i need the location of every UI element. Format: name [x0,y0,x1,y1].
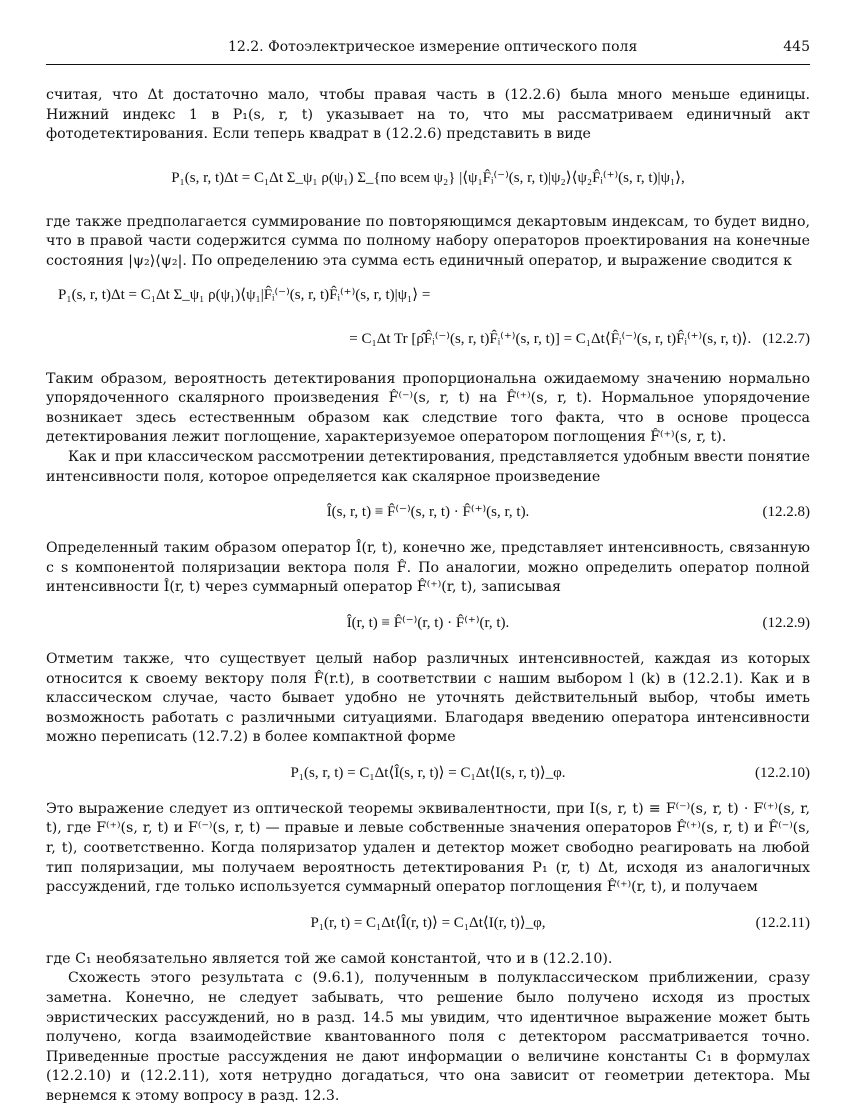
paragraph-9: Схожесть этого результата с (9.6.1), полученным в полуклассическом приближении, сразу заметна. Конечно, не следует забывать, что решение было получено исходя из простых эвристических рассуждений, но в разд. 14.5 мы увидим, что идентичное выражение может быть получено, когда взаимодействие квантованного поля с детектором рассматривается точно. Приведенные простые рассуждения не дают информации о величине константы C₁ в формулах (12.2.10) и (12.2.11), хотя нетрудно догадаться, что она зависит от геометрии детектора. Мы вернемся к этому вопросу в разд. 12.3. [46,970,810,1104]
paragraph-8: где C₁ необязательно является той же самой константой, что и в (12.2.10). [46,950,613,967]
equation-12-2-10 [46,754,810,794]
equation-12-2-10-expr: P₁(s, r, t) = C₁Δt⟨Î(s, r, t)⟩ = C₁Δt⟨I(s, r, t)⟩_φ. [290,765,566,782]
paragraph-6: Отметим также, что существует целый набор различных интенсивностей, каждая из которых относится к своему вектору поля F̂(r.t), в соответствии с нашим выбором l (k) в (12.2.1). Как и в классическом случае, часто бывает удобно не уточнять действительный выбор, чтобы иметь возможность работать с различными ситуациями. Благодаря введению оператора интенсивности можно переписать (12.7.2) в более компактной форме [46,650,810,746]
equation-12-2-11-tag: (12.2.11) [755,915,810,932]
equation-12-2-7-line1: P₁(s, r, t)Δt = C₁Δt Σ_ψ₁ ρ(ψ₁)⟨ψ₁|F̂ᵢ⁽⁻⁾(s, r, t)F̂ᵢ⁽⁺⁾(s, r, t)|ψ₁⟩ = [58,286,431,303]
equation-12-2-7-line2-expr: = C₁Δt Tr [ρ̂F̂ᵢ⁽⁻⁾(s, r, t)F̂ᵢ⁽⁺⁾(s, r, t)] = C₁Δt⟨F̂ᵢ⁽⁻⁾(s, r, t)F̂ᵢ⁽⁺⁾(s, r, t)⟩. [349,330,752,347]
paragraph-7: Это выражение следует из оптической теоремы эквивалентности, при I(s, r, t) ≡ F⁽⁻⁾(s, r, t) · F⁽⁺⁾(s, r, t), где F⁽⁺⁾(s, r, t) и F⁽⁻⁾(s, r, t) — правые и левые собственные значения операторов F̂⁽⁺⁾(s, r, t) и F̂⁽⁻⁾(s, r, t), соответственно. Когда поляризатор удален и детектор может свободно реагировать на любой тип поляризации, мы получаем вероятность детектирования P₁ (r, t) Δt, исходя из аналогичных рассуждений, где только используется суммарный оператор поглощения F̂⁽⁺⁾(r, t), и получаем [46,800,810,896]
equation-12-2-8-expr: Î(s, r, t) ≡ F̂⁽⁻⁾(s, r, t) · F̂⁽⁺⁾(s, r, t). [326,504,530,521]
page-number: 445 [783,39,810,55]
equation-12-2-11 [46,904,810,944]
header-rule [46,64,810,65]
paragraph-2: где также предполагается суммирование по повторяющимся декартовым индексам, то будет видно, что в правой части содержится сумма по полному набору операторов проектирования на конечные состояния |ψ₂⟩⟨ψ₂|. По определению эта сумма есть единичный оператор, и выражение сводится к [46,213,810,269]
equation-a-expr: P₁(s, r, t)Δt = C₁Δt Σ_ψ₁ ρ(ψ₁) Σ_{по всем ψ₂} |⟨ψ₁F̂ᵢ⁽⁻⁾(s, r, t)|ψ₂⟩⟨ψ₂F̂ᵢ⁽⁺⁾(s, r, t)|ψ₁⟩, [171,169,685,186]
equation-12-2-7 [46,278,810,364]
equation-12-2-9-tag: (12.2.9) [762,615,810,632]
paragraph-3: Таким образом, вероятность детектирования пропорциональна ожидаемому значению нормально упорядоченного скалярного произведения F̂⁽⁻⁾(s, r, t) на F̂⁽⁺⁾(s, r, t). Нормальное упорядочение возникает здесь естественным образом как следствие того факта, что в основе процесса детектирования лежит поглощение, характеризуемое оператором поглощения F̂⁽⁺⁾(s, r, t). [46,370,810,446]
page-body [46,86,810,1107]
equation-12-2-8-tag: (12.2.8) [762,504,810,521]
equation-12-2-9 [46,604,810,644]
equation-12-2-11-expr: P₁(r, t) = C₁Δt⟨Î(r, t)⟩ = C₁Δt⟨I(r, t)⟩_φ, [310,915,546,932]
equation-12-2-9-expr: Î(r, t) ≡ F̂⁽⁻⁾(r, t) · F̂⁽⁺⁾(r, t). [346,615,510,632]
section-title: 12.2. Фотоэлектрическое измерение оптического поля [228,39,638,55]
equation-a [46,151,810,207]
paragraph-1: считая, что Δt достаточно мало, чтобы правая часть в (12.2.6) была много меньше единицы. Нижний индекс 1 в P₁(s, r, t) указывает на то, что мы рассматриваем единичный акт фотодетектирования. Если теперь квадрат в (12.2.6) представить в виде [46,87,810,143]
equation-12-2-8 [46,493,810,533]
equation-12-2-7-tag: (12.2.7) [762,330,810,347]
paragraph-4: Как и при классическом рассмотрении детектирования, представляется удобным ввести понятие интенсивности поля, которое определяется как скалярное произведение [46,448,810,485]
equation-12-2-7-line2 [349,330,810,350]
equation-12-2-10-tag: (12.2.10) [755,765,810,782]
paragraph-5: Определенный таким образом оператор Î(r, t), конечно же, представляет интенсивность, связанную с s компонентой поляризации вектора поля F̂. По аналогии, можно определить оператор полной интенсивности Î(r, t) через суммарный оператор F̂⁽⁺⁾(r, t), записывая [46,540,810,596]
